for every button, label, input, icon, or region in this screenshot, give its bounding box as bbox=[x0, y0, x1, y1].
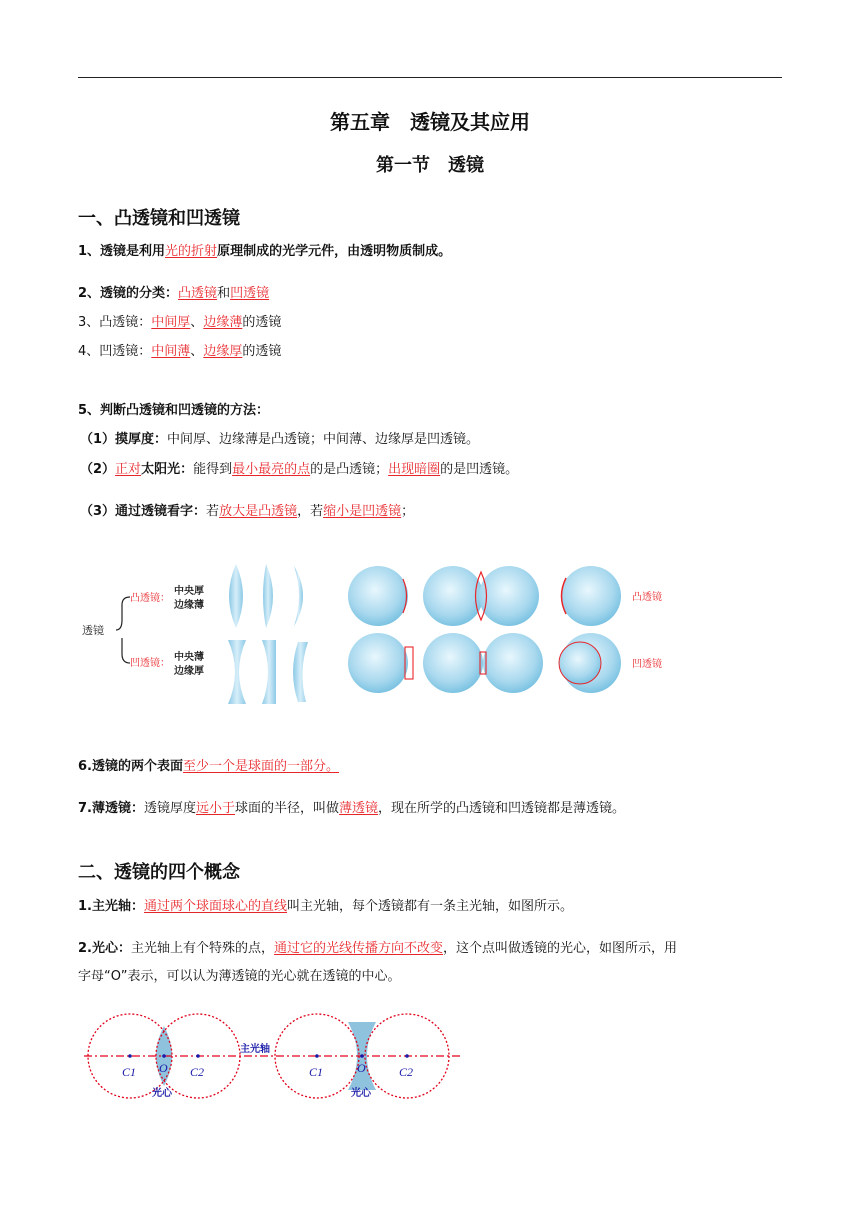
method2-label: 太阳光： bbox=[141, 462, 194, 477]
ball-3 bbox=[561, 566, 621, 626]
tree-convex-label: 凸透镜： bbox=[130, 593, 170, 604]
ball-5a bbox=[423, 633, 483, 693]
item3-mid: 、 bbox=[190, 315, 204, 330]
method1-text: 中间厚、边缘薄是凸透镜；中间薄、边缘厚是凹透镜。 bbox=[167, 432, 480, 447]
method2-t1: 能得到 bbox=[193, 462, 233, 477]
method3-t2: ，若 bbox=[297, 504, 324, 519]
blank-convex: 凸透镜 bbox=[178, 286, 218, 301]
item4-mid: 、 bbox=[190, 344, 204, 359]
method3-label: （3）通过透镜看字： bbox=[80, 504, 207, 519]
method2-t2: 的是凸透镜； bbox=[310, 462, 389, 477]
header-rule bbox=[78, 77, 782, 78]
tree-brace bbox=[116, 597, 130, 663]
section-title: 第一节 透镜 bbox=[376, 155, 484, 176]
concept2-t2: ，这个点叫做透镜的光心，如图所示，用 bbox=[443, 941, 678, 956]
tree-concave-label: 凹透镜： bbox=[130, 658, 170, 669]
convex-desc1: 中央厚 bbox=[174, 586, 204, 597]
method1 bbox=[80, 431, 479, 449]
tree-root-label: 透镜 bbox=[82, 624, 104, 637]
item5-title: 5、判断凸透镜和凹透镜的方法： bbox=[78, 403, 270, 418]
c1-dot-left bbox=[128, 1054, 132, 1058]
method2-t3: 的是凹透镜。 bbox=[440, 462, 519, 477]
planoconvex-lens bbox=[263, 564, 273, 628]
axis-label: 主光轴 bbox=[240, 1044, 270, 1055]
c1-dot-right bbox=[315, 1054, 319, 1058]
o-dot-left bbox=[162, 1054, 166, 1058]
item6 bbox=[78, 758, 339, 776]
optical-center-label-right: 光心 bbox=[351, 1088, 371, 1099]
part2-heading: 二、透镜的四个概念 bbox=[78, 862, 240, 883]
item3-pre: 3、凸透镜： bbox=[78, 315, 152, 330]
method2-prefix: （2） bbox=[80, 462, 116, 477]
meniscus-concave-lens bbox=[293, 642, 308, 702]
method1-label: （1）摸厚度： bbox=[80, 432, 168, 447]
right-convex-label: 凸透镜 bbox=[632, 592, 662, 603]
item7 bbox=[78, 800, 625, 818]
blank-edge-thick: 边缘厚 bbox=[203, 344, 243, 359]
concept1 bbox=[78, 898, 573, 916]
optical-center-label-left: 光心 bbox=[152, 1088, 172, 1099]
blank-smallest-brightest: 最小最亮的点 bbox=[232, 462, 311, 477]
part1-heading: 一、凸透镜和凹透镜 bbox=[78, 208, 240, 229]
method3 bbox=[80, 503, 414, 521]
meniscus-convex-lens bbox=[294, 566, 303, 626]
blank-shrink: 缩小是凹透镜 bbox=[323, 504, 402, 519]
concept2-label: 2.光心： bbox=[78, 941, 131, 956]
ball-4 bbox=[348, 633, 408, 693]
item2-mid: 和 bbox=[217, 286, 231, 301]
concept1-label: 1.主光轴： bbox=[78, 899, 144, 914]
biconvex-lens bbox=[229, 564, 243, 628]
item1-pre: 1、透镜是利用 bbox=[78, 244, 166, 259]
concave-desc2: 边缘厚 bbox=[174, 666, 204, 677]
item4 bbox=[78, 343, 281, 361]
item7-t1: 透镜厚度 bbox=[143, 801, 196, 816]
concept2-t1: 主光轴上有个特殊的点， bbox=[130, 941, 274, 956]
method2 bbox=[80, 461, 518, 479]
right-concave-label: 凹透镜 bbox=[632, 659, 662, 670]
blank-middle-thick: 中间厚 bbox=[151, 315, 191, 330]
concave-desc1: 中央薄 bbox=[174, 652, 204, 663]
chapter-title: 第五章 透镜及其应用 bbox=[330, 110, 530, 134]
blank-thin-lens: 薄透镜 bbox=[339, 801, 379, 816]
method3-t1: 若 bbox=[206, 504, 220, 519]
blank-at-least-one-sphere: 至少一个是球面的一部分。 bbox=[182, 759, 339, 774]
c2-dot-left bbox=[196, 1054, 200, 1058]
item7-t3: ，现在所学的凸透镜和凹透镜都是薄透镜。 bbox=[378, 801, 626, 816]
label-o-right: O bbox=[357, 1061, 366, 1075]
convex-desc2: 边缘薄 bbox=[174, 600, 204, 611]
label-o-left: O bbox=[159, 1061, 168, 1075]
blank-edge-thin: 边缘薄 bbox=[203, 315, 243, 330]
blank-much-smaller: 远小于 bbox=[196, 801, 236, 816]
item4-post: 的透镜 bbox=[242, 344, 282, 359]
blank-dark-ring: 出现暗圈 bbox=[388, 462, 441, 477]
label-c2-right: C2 bbox=[399, 1065, 414, 1079]
biconcave-lens bbox=[228, 640, 246, 704]
concept1-post: 叫主光轴，每个透镜都有一条主光轴，如图所示。 bbox=[287, 899, 574, 914]
c2-dot-right bbox=[405, 1054, 409, 1058]
item1-post: 原理制成的光学元件，由透明物质制成。 bbox=[217, 244, 452, 259]
label-c1-left: C1 bbox=[122, 1065, 137, 1079]
blank-refraction: 光的折射 bbox=[165, 244, 218, 259]
ball-1 bbox=[348, 566, 408, 626]
item3-post: 的透镜 bbox=[242, 315, 282, 330]
item7-t2: 球面的半径，叫做 bbox=[235, 801, 340, 816]
blank-middle-thin: 中间薄 bbox=[151, 344, 191, 359]
item3 bbox=[78, 314, 281, 332]
ball-2a bbox=[423, 566, 483, 626]
concept2 bbox=[78, 940, 677, 958]
method3-t3: ； bbox=[401, 504, 415, 519]
o-dot-right bbox=[360, 1054, 364, 1058]
lens-classification-diagram bbox=[70, 550, 710, 710]
label-c1-right: C1 bbox=[309, 1065, 324, 1079]
blank-facing: 正对 bbox=[115, 462, 142, 477]
principal-axis-diagram bbox=[80, 1010, 480, 1106]
blank-concave: 凹透镜 bbox=[230, 286, 270, 301]
blank-magnify: 放大是凸透镜 bbox=[219, 504, 298, 519]
item1 bbox=[78, 243, 451, 261]
ball-6-inner bbox=[559, 642, 601, 684]
item7-label: 7.薄透镜： bbox=[78, 801, 144, 816]
item6-pre: 6.透镜的两个表面 bbox=[78, 759, 183, 774]
blank-through-centers: 通过两个球面球心的直线 bbox=[143, 899, 287, 914]
concept2-line2: 字母“O”表示，可以认为薄透镜的光心就在透镜的中心。 bbox=[78, 969, 401, 984]
ball-2b bbox=[479, 566, 539, 626]
planoconcave-lens bbox=[262, 640, 276, 704]
blank-direction-unchanged: 通过它的光线传播方向不改变 bbox=[274, 941, 444, 956]
item4-pre: 4、凹透镜： bbox=[78, 344, 152, 359]
ball-5b bbox=[483, 633, 543, 693]
item2-pre: 2、透镜的分类： bbox=[78, 286, 179, 301]
item2 bbox=[78, 285, 269, 303]
label-c2-left: C2 bbox=[190, 1065, 205, 1079]
